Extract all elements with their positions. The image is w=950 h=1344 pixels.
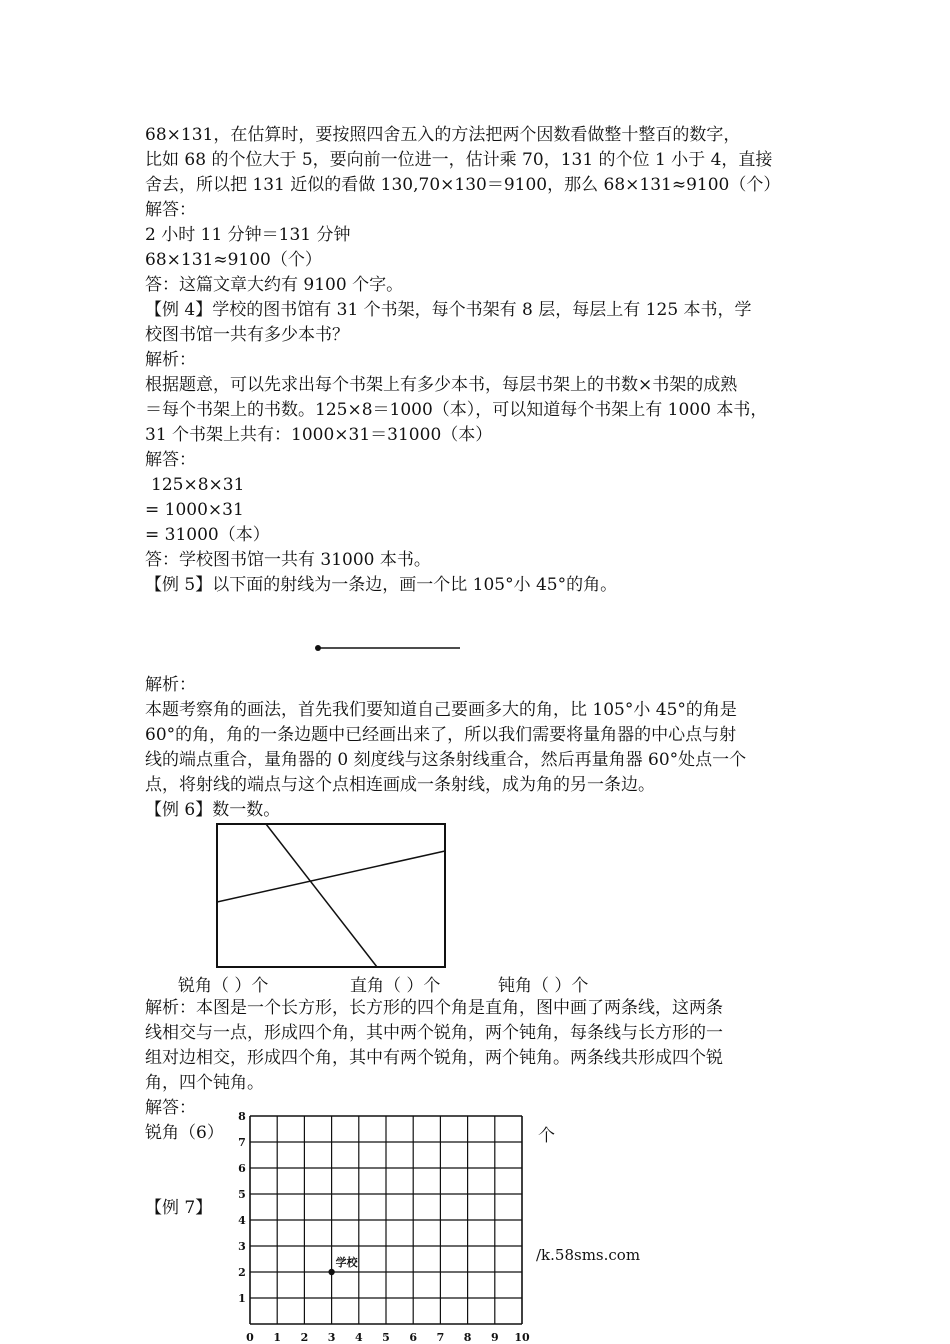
text-line: 解析：本图是一个长方形，长方形的四个角是直角，图中画了两条线，这两条 (145, 998, 723, 1018)
text-line: 2 小时 11 分钟＝131 分钟 (145, 225, 351, 245)
text-line: 舍去，所以把 131 近似的看做 130,70×130＝9100，那么 68×131≈9100（个） (145, 175, 781, 195)
text-line: 校图书馆一共有多少本书？ (145, 325, 349, 345)
x-tick-label: 8 (463, 1331, 472, 1344)
rectangle-figure (214, 822, 448, 970)
answer-line: 答：学校图书馆一共有 31000 本书。 (145, 550, 431, 570)
x-tick-label: 2 (300, 1331, 309, 1344)
y-tick-label: 2 (238, 1266, 246, 1279)
section-label: 解答： (145, 200, 196, 220)
x-tick-label: 0 (246, 1331, 254, 1344)
x-tick-label: 6 (409, 1331, 418, 1344)
ray-figure (310, 640, 465, 656)
text-line: 组对边相交，形成四个角，其中有两个锐角，两个钝角。两条线共形成四个锐 (145, 1048, 723, 1068)
coordinate-grid (230, 1108, 540, 1344)
y-tick-label: 5 (238, 1188, 246, 1201)
obtuse-angle-blank: 钝角（ ）个 (498, 976, 589, 996)
equation-line: 125×8×31 (151, 475, 245, 495)
y-tick-label: 4 (238, 1214, 246, 1227)
text-line: ＝每个书架上的书数。125×8＝1000（本），可以知道每个书架上有 1000 本书， (145, 400, 768, 420)
acute-angle-blank: 锐角（ ）个 (178, 976, 269, 996)
text-line: 角，四个钝角。 (145, 1073, 264, 1093)
y-tick-label: 1 (238, 1292, 246, 1305)
section-label: 解答： (145, 450, 196, 470)
text-line: 线的端点重合，量角器的 0 刻度线与这条射线重合，然后再量角器 60°处点一个 (145, 750, 747, 770)
text-line: 本题考察角的画法，首先我们要知道自己要画多大的角，比 105°小 45°的角是 (145, 700, 737, 720)
school-point-label: 学校 (335, 1256, 358, 1269)
text-line: 比如 68 的个位大于 5，要向前一位进一，估计乘 70，131 的个位 1 小于 4，直接 (145, 150, 773, 170)
x-tick-label: 4 (354, 1331, 363, 1344)
clipped-char: 个 (538, 1126, 555, 1146)
equation-line: = 31000（本） (145, 525, 270, 545)
text-line: 60°的角，角的一条边题中已经画出来了，所以我们需要将量角器的中心点与射 (145, 725, 737, 745)
example-heading: 【例 5】以下面的射线为一条边，画一个比 105°小 45°的角。 (145, 575, 618, 595)
y-tick-label: 8 (238, 1110, 246, 1123)
school-point (328, 1269, 334, 1275)
x-tick-label: 9 (490, 1331, 499, 1344)
text-line: 点，将射线的端点与这个点相连画成一条射线，成为角的另一条边。 (145, 775, 655, 795)
text-line: 根据题意，可以先求出每个书架上有多少本书，每层书架上的书数×书架的成熟 (145, 375, 738, 395)
watermark-text: /k.58sms.com (536, 1246, 641, 1264)
answer-line: 答：这篇文章大约有 9100 个字。 (145, 275, 404, 295)
section-label: 解析： (145, 350, 196, 370)
x-tick-label: 1 (273, 1331, 282, 1344)
x-tick-label: 7 (436, 1331, 445, 1344)
diagonal-line-1 (266, 824, 377, 967)
x-tick-label: 5 (382, 1331, 390, 1344)
example-heading: 【例 4】学校的图书馆有 31 个书架，每个书架有 8 层，每层上有 125 本书，学 (145, 300, 752, 320)
answer-line: 锐角（6） (145, 1123, 224, 1143)
text-line: 线相交与一点，形成四个角，其中两个锐角，两个钝角，每条线与长方形的一 (145, 1023, 723, 1043)
text-line: 68×131，在估算时，要按照四舍五入的方法把两个因数看做整十整百的数字， (145, 125, 741, 145)
rectangle (217, 824, 445, 967)
section-label: 解答： (145, 1098, 196, 1118)
text-line: 31 个书架上共有：1000×31＝31000（本） (145, 425, 493, 445)
text-line: 68×131≈9100（个） (145, 250, 322, 270)
y-tick-label: 7 (238, 1136, 246, 1149)
x-tick-label: 3 (327, 1331, 336, 1344)
section-label: 解析： (145, 675, 196, 695)
equation-line: = 1000×31 (145, 500, 244, 520)
y-tick-label: 6 (238, 1162, 246, 1175)
example-heading: 【例 6】数一数。 (145, 800, 281, 820)
y-tick-label: 3 (238, 1240, 246, 1253)
x-tick-label: 10 (514, 1331, 530, 1344)
example-heading: 【例 7】 (145, 1198, 213, 1218)
right-angle-blank: 直角（ ）个 (350, 976, 441, 996)
diagonal-line-2 (217, 851, 445, 902)
